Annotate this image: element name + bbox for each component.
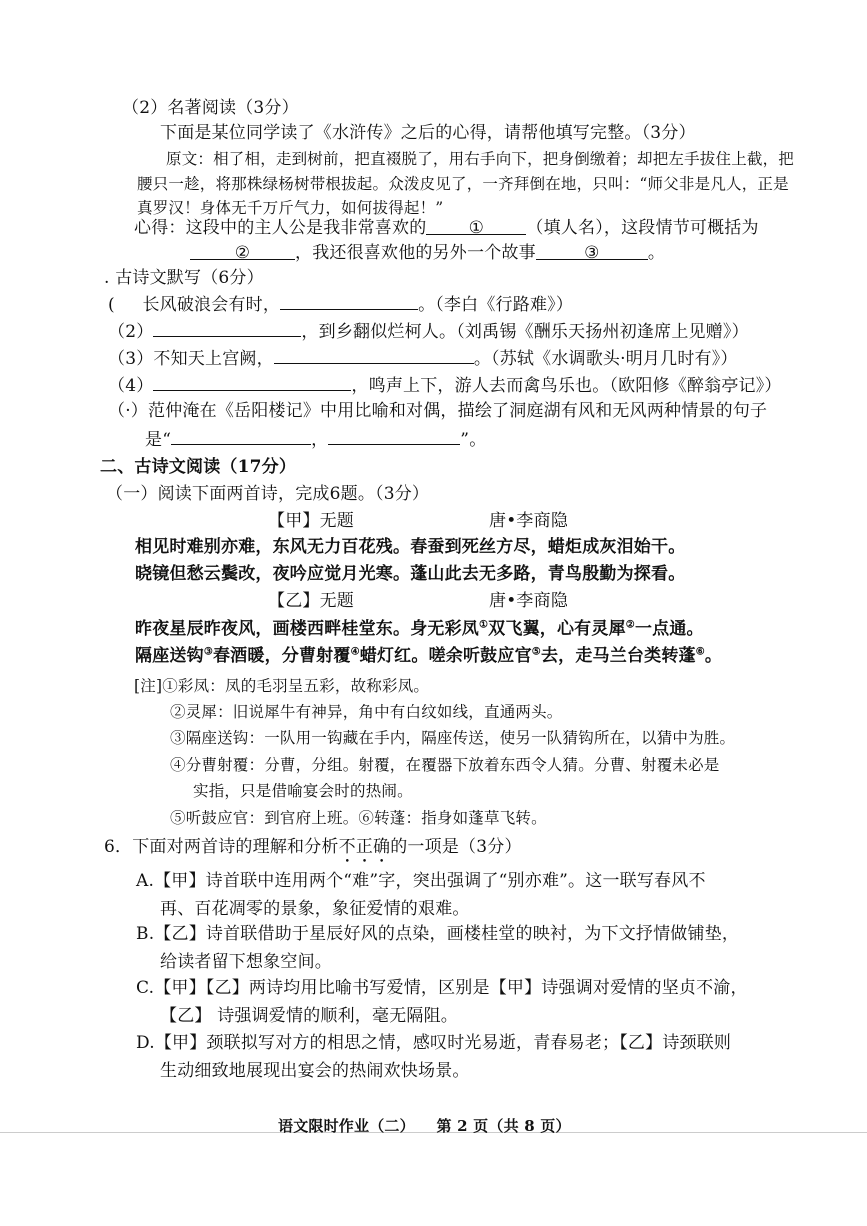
note-ref-5: ⑤ bbox=[531, 646, 541, 658]
note-2: ②灵犀：旧说犀牛有神异，角中有白纹如线，直通两头。 bbox=[170, 703, 563, 721]
poem2-line-2 bbox=[135, 644, 722, 668]
poem2-line2-d: 去，走马兰台类转蓬 bbox=[540, 646, 696, 666]
xinde-text-b: （填人名），这段情节可概括为 bbox=[526, 218, 759, 238]
item5-text-a: 范仲淹在《岳阳楼记》中用比喻和对偶，描绘了洞庭湖有风和无风两种情景的句子 bbox=[148, 401, 768, 421]
poem2-line2-b: 春酒暖，分曹射覆 bbox=[212, 646, 351, 666]
mingzhu-instruction: 下面是某位同学读了《水浒传》之后的心得，请帮他填写完整。（3分） bbox=[160, 123, 696, 143]
moxie-blank-3[interactable] bbox=[274, 345, 474, 364]
option-a[interactable]: A.【甲】诗首联中连用两个“难”字，突出强调了“别亦难”。这一联写春风不 bbox=[136, 871, 706, 891]
poem1-line-1: 相见时难别亦难，东风无力百花残。春蚕到死丝方尽，蜡炬成灰泪始干。 bbox=[135, 537, 686, 557]
poem2-line2-a: 隔座送钩 bbox=[135, 646, 204, 666]
item5-number: （·） bbox=[108, 401, 149, 421]
item4-text-b: ，鸣声上下，游人去而禽鸟乐也。（欧阳修《醉翁亭记》） bbox=[351, 376, 782, 396]
item2-text-b: ，到乡翻似烂柯人。（刘禹锡《酬乐天扬州初逢席上见赠》） bbox=[301, 322, 749, 342]
option-a-cont: 再、百花凋零的景象，象征爱情的艰难。 bbox=[160, 899, 470, 919]
answer-blank-2[interactable]: ② bbox=[190, 241, 295, 260]
item3-text-a: （3）不知天上宫阙， bbox=[108, 349, 274, 369]
gushiwen-heading: 二、古诗文阅读（17分） bbox=[100, 457, 297, 477]
item5-text-c: ， bbox=[311, 430, 329, 450]
q6-stem-b: 的一项是（3分） bbox=[390, 837, 522, 857]
poem2-line-1 bbox=[135, 617, 704, 641]
item5-text-d: ”。 bbox=[460, 430, 487, 450]
moxie-item-5 bbox=[108, 399, 767, 423]
page-footer: 语文限时作业（二） 第 2 页（共 8 页） bbox=[278, 1117, 571, 1135]
moxie-item-1 bbox=[108, 291, 573, 317]
item4-number: （4） bbox=[108, 376, 154, 396]
note-1: [注]①彩凤：凤的毛羽呈五彩，故称彩凤。 bbox=[134, 677, 430, 695]
mingzhu-heading: （2）名著阅读（3分） bbox=[122, 98, 299, 118]
moxie-heading: . 古诗文默写（6分） bbox=[104, 268, 264, 288]
note-ref-2: ② bbox=[625, 619, 635, 631]
note-ref-4: ④ bbox=[350, 646, 360, 658]
poem2-line2-c: 蜡灯红。嗟余听鼓应官 bbox=[359, 646, 532, 666]
xinde-line-1 bbox=[134, 216, 759, 240]
moxie-blank-2[interactable] bbox=[153, 318, 301, 337]
answer-blank-3[interactable]: ③ bbox=[536, 241, 648, 260]
yuanwen-line-1: 原文：相了相，走到树前，把直裰脱了，用右手向下，把身倒缴着；却把左手拔住上截，把 bbox=[166, 150, 795, 168]
xinde-line-2 bbox=[190, 241, 665, 265]
poem2-line2-e: 。 bbox=[704, 646, 723, 666]
poem1-author: 唐•李商隐 bbox=[489, 511, 569, 531]
xinde-text-a: 心得：这段中的主人公是我非常喜欢的 bbox=[134, 218, 427, 238]
moxie-item-3 bbox=[108, 345, 738, 371]
option-b-cont: 给读者留下想象空间。 bbox=[160, 952, 332, 972]
poem2-line1-a: 昨夜星辰昨夜风，画楼西畔桂堂东。身无彩凤 bbox=[135, 619, 479, 639]
option-d-cont: 生动细致地展现出宴会的热闹欢快场景。 bbox=[160, 1061, 470, 1081]
moxie-item-2 bbox=[108, 318, 749, 344]
item1-number: ( bbox=[108, 295, 115, 315]
note-5-6: ⑤听鼓应官：到官府上班。⑥转蓬：指身如蓬草飞转。 bbox=[170, 809, 547, 827]
q6-stem-a: 6．下面对两首诗的理解和分析 bbox=[104, 837, 339, 857]
option-c[interactable]: C.【甲】【乙】两诗均用比喻书写爱情，区别是【甲】诗强调对爱情的坚贞不渝， bbox=[136, 978, 748, 998]
moxie-blank-4[interactable] bbox=[153, 372, 351, 391]
note-3: ③隔座送钩：一队用一钩藏在手内，隔座传送，使另一队猜钩所在，以猜中为胜。 bbox=[170, 729, 736, 747]
xinde-end: 。 bbox=[647, 243, 666, 263]
poem2-title: 【乙】无题 bbox=[268, 591, 354, 611]
poem2-line1-c: 一点通。 bbox=[634, 619, 704, 639]
item1-text-a: 长风破浪会有时， bbox=[142, 295, 281, 315]
poem2-line1-b: 双飞翼，心有灵犀 bbox=[488, 619, 626, 639]
yuanwen-line-2: 腰只一趁，将那株绿杨树带根拔起。众泼皮见了，一齐拜倒在地，只叫：“师父非是凡人，正是 bbox=[137, 175, 789, 193]
moxie-item-4 bbox=[108, 372, 782, 398]
item3-text-b: 。（苏轼《水调歌头·明月几时有》） bbox=[473, 349, 738, 369]
option-c-cont: 【乙】 诗强调爱情的顺利，毫无隔阻。 bbox=[160, 1006, 459, 1026]
moxie-blank-5b[interactable] bbox=[328, 426, 460, 445]
item5-text-b: 是“ bbox=[145, 430, 172, 450]
option-d[interactable]: D.【甲】颈联拟写对方的相思之情，感叹时光易逝，青春易老；【乙】诗颈联则 bbox=[136, 1033, 732, 1053]
question-6-stem bbox=[104, 835, 522, 867]
poem1-line-2: 晓镜但愁云鬓改，夜吟应觉月光寒。蓬山此去无多路，青鸟殷勤为探看。 bbox=[135, 564, 686, 584]
moxie-blank-1[interactable] bbox=[280, 291, 418, 310]
note-ref-6: ⑥ bbox=[695, 646, 705, 658]
note-4-cont: 实指，只是借喻宴会时的热闹。 bbox=[193, 782, 413, 800]
poem2-author: 唐•李商隐 bbox=[489, 591, 569, 611]
xinde-text-c: ，我还很喜欢他的另外一个故事 bbox=[295, 243, 536, 263]
q6-stem-emphasis: 不正确 bbox=[338, 837, 391, 857]
option-b[interactable]: B.【乙】诗首联借助于星辰好风的点染，画楼桂堂的映衬，为下文抒情做铺垫， bbox=[136, 924, 740, 944]
note-4: ④分曹射覆：分曹，分组。射覆，在覆器下放着东西令人猜。分曹、射覆未必是 bbox=[170, 756, 720, 774]
yuanwen-line-3: 真罗汉！身体无千万斤气力，如何拔得起！” bbox=[137, 199, 444, 217]
item2-number: （2） bbox=[108, 322, 154, 342]
note-ref-1: ① bbox=[479, 619, 489, 631]
moxie-item-5-cont bbox=[145, 426, 486, 452]
answer-blank-1[interactable]: ① bbox=[426, 216, 526, 235]
moxie-blank-5a[interactable] bbox=[171, 426, 311, 445]
item1-text-b: 。（李白《行路难》） bbox=[418, 295, 574, 315]
note-ref-3: ③ bbox=[203, 646, 213, 658]
poem1-title: 【甲】无题 bbox=[268, 511, 354, 531]
gushiwen-sub-heading: （一）阅读下面两首诗，完成6题。（3分） bbox=[106, 484, 430, 504]
